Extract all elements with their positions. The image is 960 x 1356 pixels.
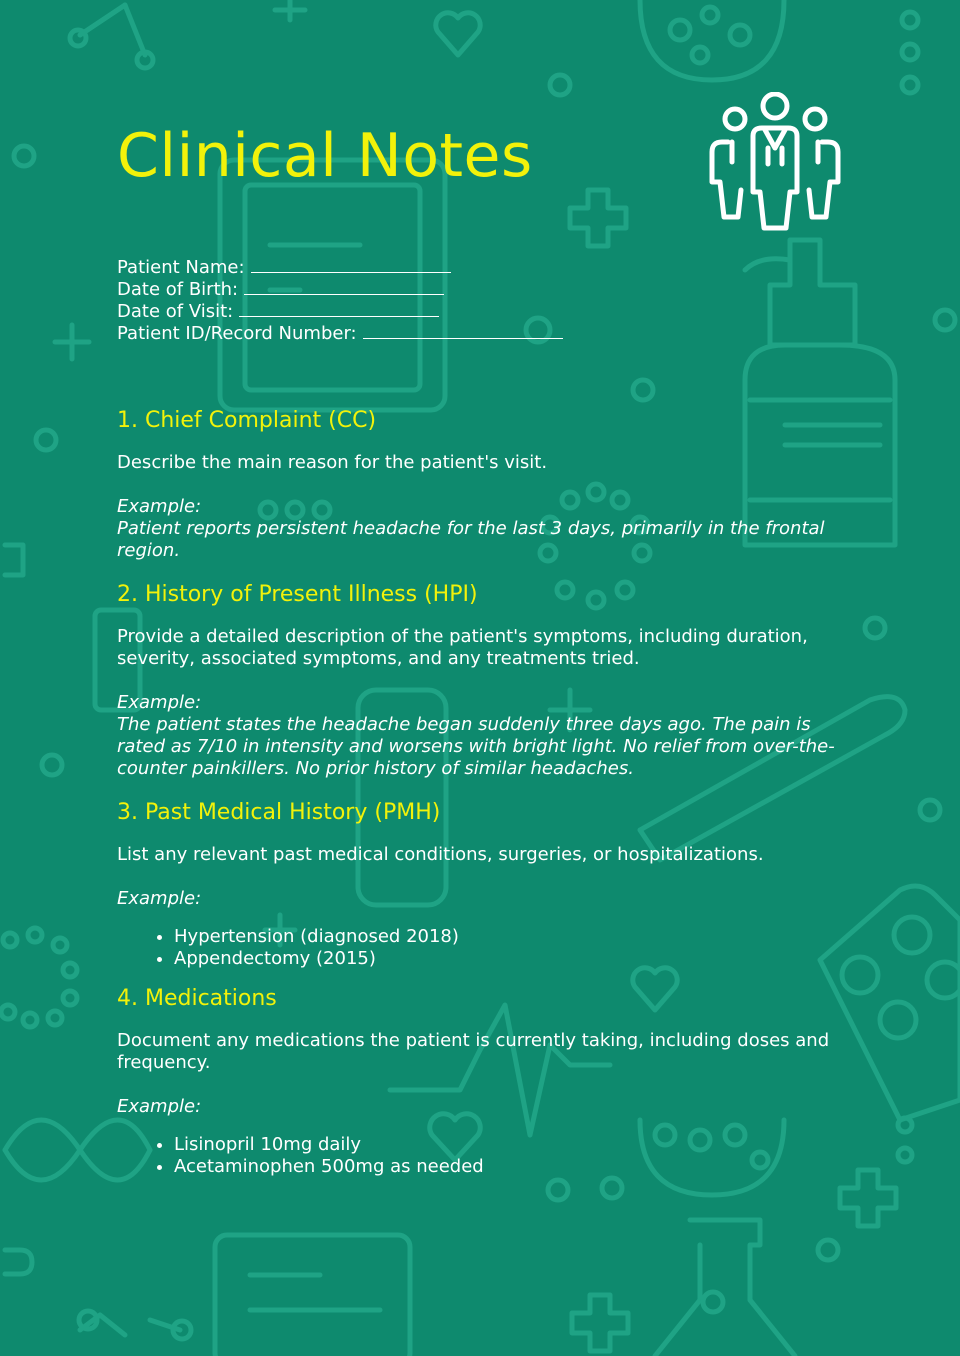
section-chief-complaint [117, 406, 857, 562]
example-label: Example: [117, 692, 202, 713]
patient-info-fields [117, 257, 563, 345]
date-of-visit-field[interactable] [117, 301, 563, 323]
example-label: Example: [117, 1096, 202, 1117]
section-description: List any relevant past medical conditions, surgeries, or hospitalizations. [117, 844, 764, 865]
example-label: Example: [117, 496, 202, 517]
notes-content [117, 406, 857, 1178]
blank-line[interactable] [363, 323, 563, 339]
date-of-birth-field[interactable] [117, 279, 563, 301]
section-medications [117, 984, 857, 1178]
field-label: Date of Visit: [117, 301, 234, 322]
field-label: Patient ID/Record Number: [117, 323, 357, 344]
blank-line[interactable] [244, 279, 444, 295]
medical-team-icon [704, 92, 846, 234]
section-description: Describe the main reason for the patient's visit. [117, 452, 548, 473]
section-heading: 2. History of Present Illness (HPI) [117, 582, 478, 607]
example-list [117, 926, 857, 970]
example-list [117, 1134, 857, 1178]
blank-line[interactable] [251, 257, 451, 273]
patient-id-field[interactable] [117, 323, 563, 345]
list-item: • Acetaminophen 500mg as needed [174, 1156, 857, 1178]
section-heading: 3. Past Medical History (PMH) [117, 800, 441, 825]
example-text: The patient states the headache began suddenly three days ago. The pain is rated as 7/10 in intensity and worsens with bright light. No relief from over-the-counter painkillers. No prior history of similar headaches. [117, 714, 835, 779]
page-title: Clinical Notes [117, 121, 533, 191]
section-description: Document any medications the patient is currently taking, including doses and frequency. [117, 1030, 830, 1073]
field-label: Date of Birth: [117, 279, 239, 300]
list-item: • Lisinopril 10mg daily [174, 1134, 857, 1156]
section-heading: 4. Medications [117, 986, 277, 1011]
example-label: Example: [117, 888, 202, 909]
field-label: Patient Name: [117, 257, 245, 278]
patient-name-field[interactable] [117, 257, 563, 279]
list-item: • Hypertension (diagnosed 2018) [174, 926, 857, 948]
section-description: Provide a detailed description of the patient's symptoms, including duration, severity, associated symptoms, and any treatments tried. [117, 626, 808, 669]
blank-line[interactable] [239, 301, 439, 317]
section-heading: 1. Chief Complaint (CC) [117, 408, 377, 433]
list-item: • Appendectomy (2015) [174, 948, 857, 970]
example-text: Patient reports persistent headache for the last 3 days, primarily in the frontal region. [117, 518, 825, 561]
section-history-present-illness [117, 580, 857, 780]
section-past-medical-history [117, 798, 857, 970]
